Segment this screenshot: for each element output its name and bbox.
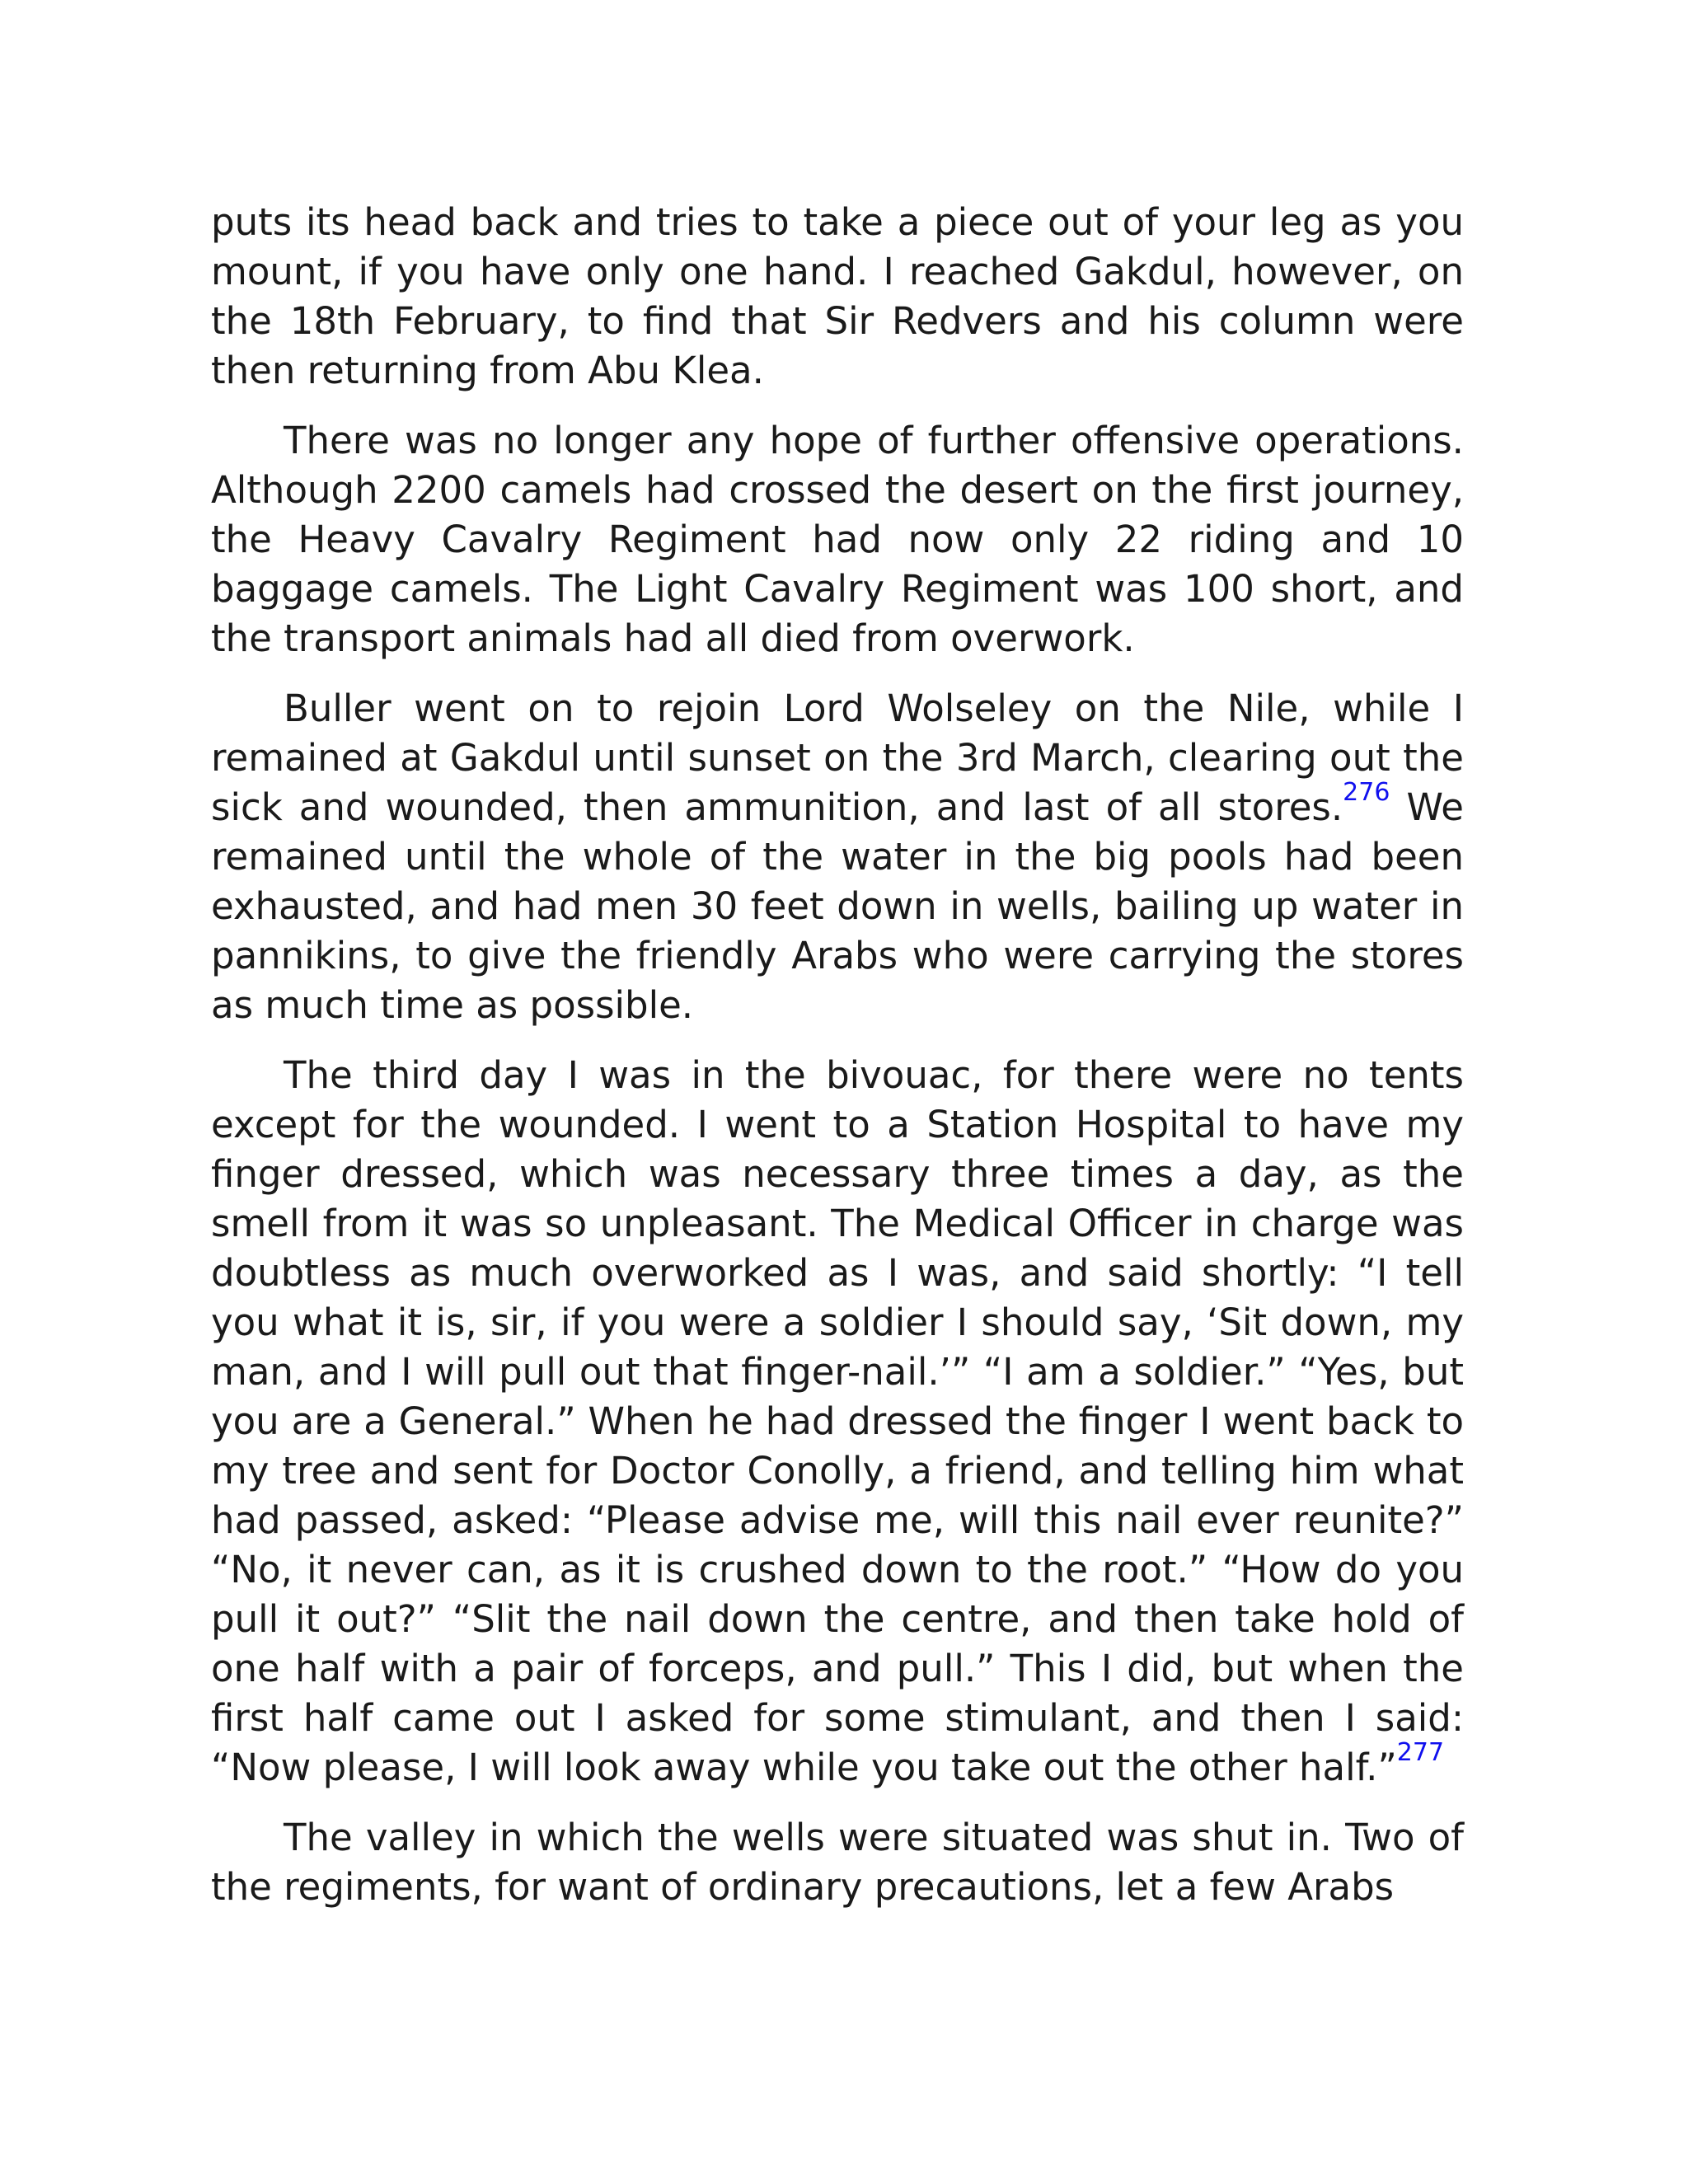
paragraph [211, 1051, 1464, 1793]
paragraph-text: There was no longer any hope of further offensive operations. Although 2200 camels had crossed the desert on the first journey, the Heavy Cavalry Regiment had now only 22 riding and 10 baggage camels. The Light Cavalry Regiment was 100 short, and the transport animals had all died from overwork. [211, 419, 1464, 660]
paragraph-text: The valley in which the wells were situated was shut in. Two of the regiments, for want of ordinary precautions, let a few Arabs [211, 1816, 1464, 1909]
paragraph-text: The third day I was in the bivouac, for there were no tents except for the wounded. I went to a Station Hospital to have my finger dressed, which was necessary three times a day, as the smell from it was so unpleasant. The Medical Officer in charge was doubtless as much overworked as I was, and said shortly: “I tell you what it is, sir, if you were a soldier I should say, ‘Sit down, my man, and I will pull out that finger-nail.’” “I am a soldier.” “Yes, but you are a General.” When he had dressed the finger I went back to my tree and sent for Doctor Conolly, a friend, and telling him what had passed, asked: “Please advise me, will this nail ever reunite?” “No, it never can, as it is crushed down to the root.” “How do you pull it out?” “Slit the nail down the centre, and then take hold of one half with a pair of forceps, and pull.” This I did, but when the first half came out I asked for some stimulant, and then I said: “Now please, I will look away while you take out the other half.” [211, 1053, 1464, 1789]
paragraph [211, 1813, 1464, 1912]
footnote-link[interactable]: 276 [1343, 778, 1390, 807]
paragraph [211, 416, 1464, 663]
footnote-link[interactable]: 277 [1396, 1738, 1445, 1767]
paragraph [211, 684, 1464, 1030]
paragraph [211, 198, 1464, 396]
paragraph-text: We remained until the whole of the water in the big pools had been exhausted, and had men 30 feet down in wells, bailing up water in pannikins, to give the friendly Arabs who were carrying the stores as much time as possible. [211, 785, 1464, 1027]
paragraph-text: Buller went on to rejoin Lord Wolseley on the Nile, while I remained at Gakdul until sunset on the 3rd March, clearing out the sick and wounded, then ammunition, and last of all stores. [211, 687, 1464, 829]
page-body [211, 198, 1464, 1933]
paragraph-text: puts its head back and tries to take a piece out of your leg as you mount, if you have only one hand. I reached Gakdul, however, on the 18th February, to find that Sir Redvers and his column were then returning from Abu Klea. [211, 200, 1464, 392]
